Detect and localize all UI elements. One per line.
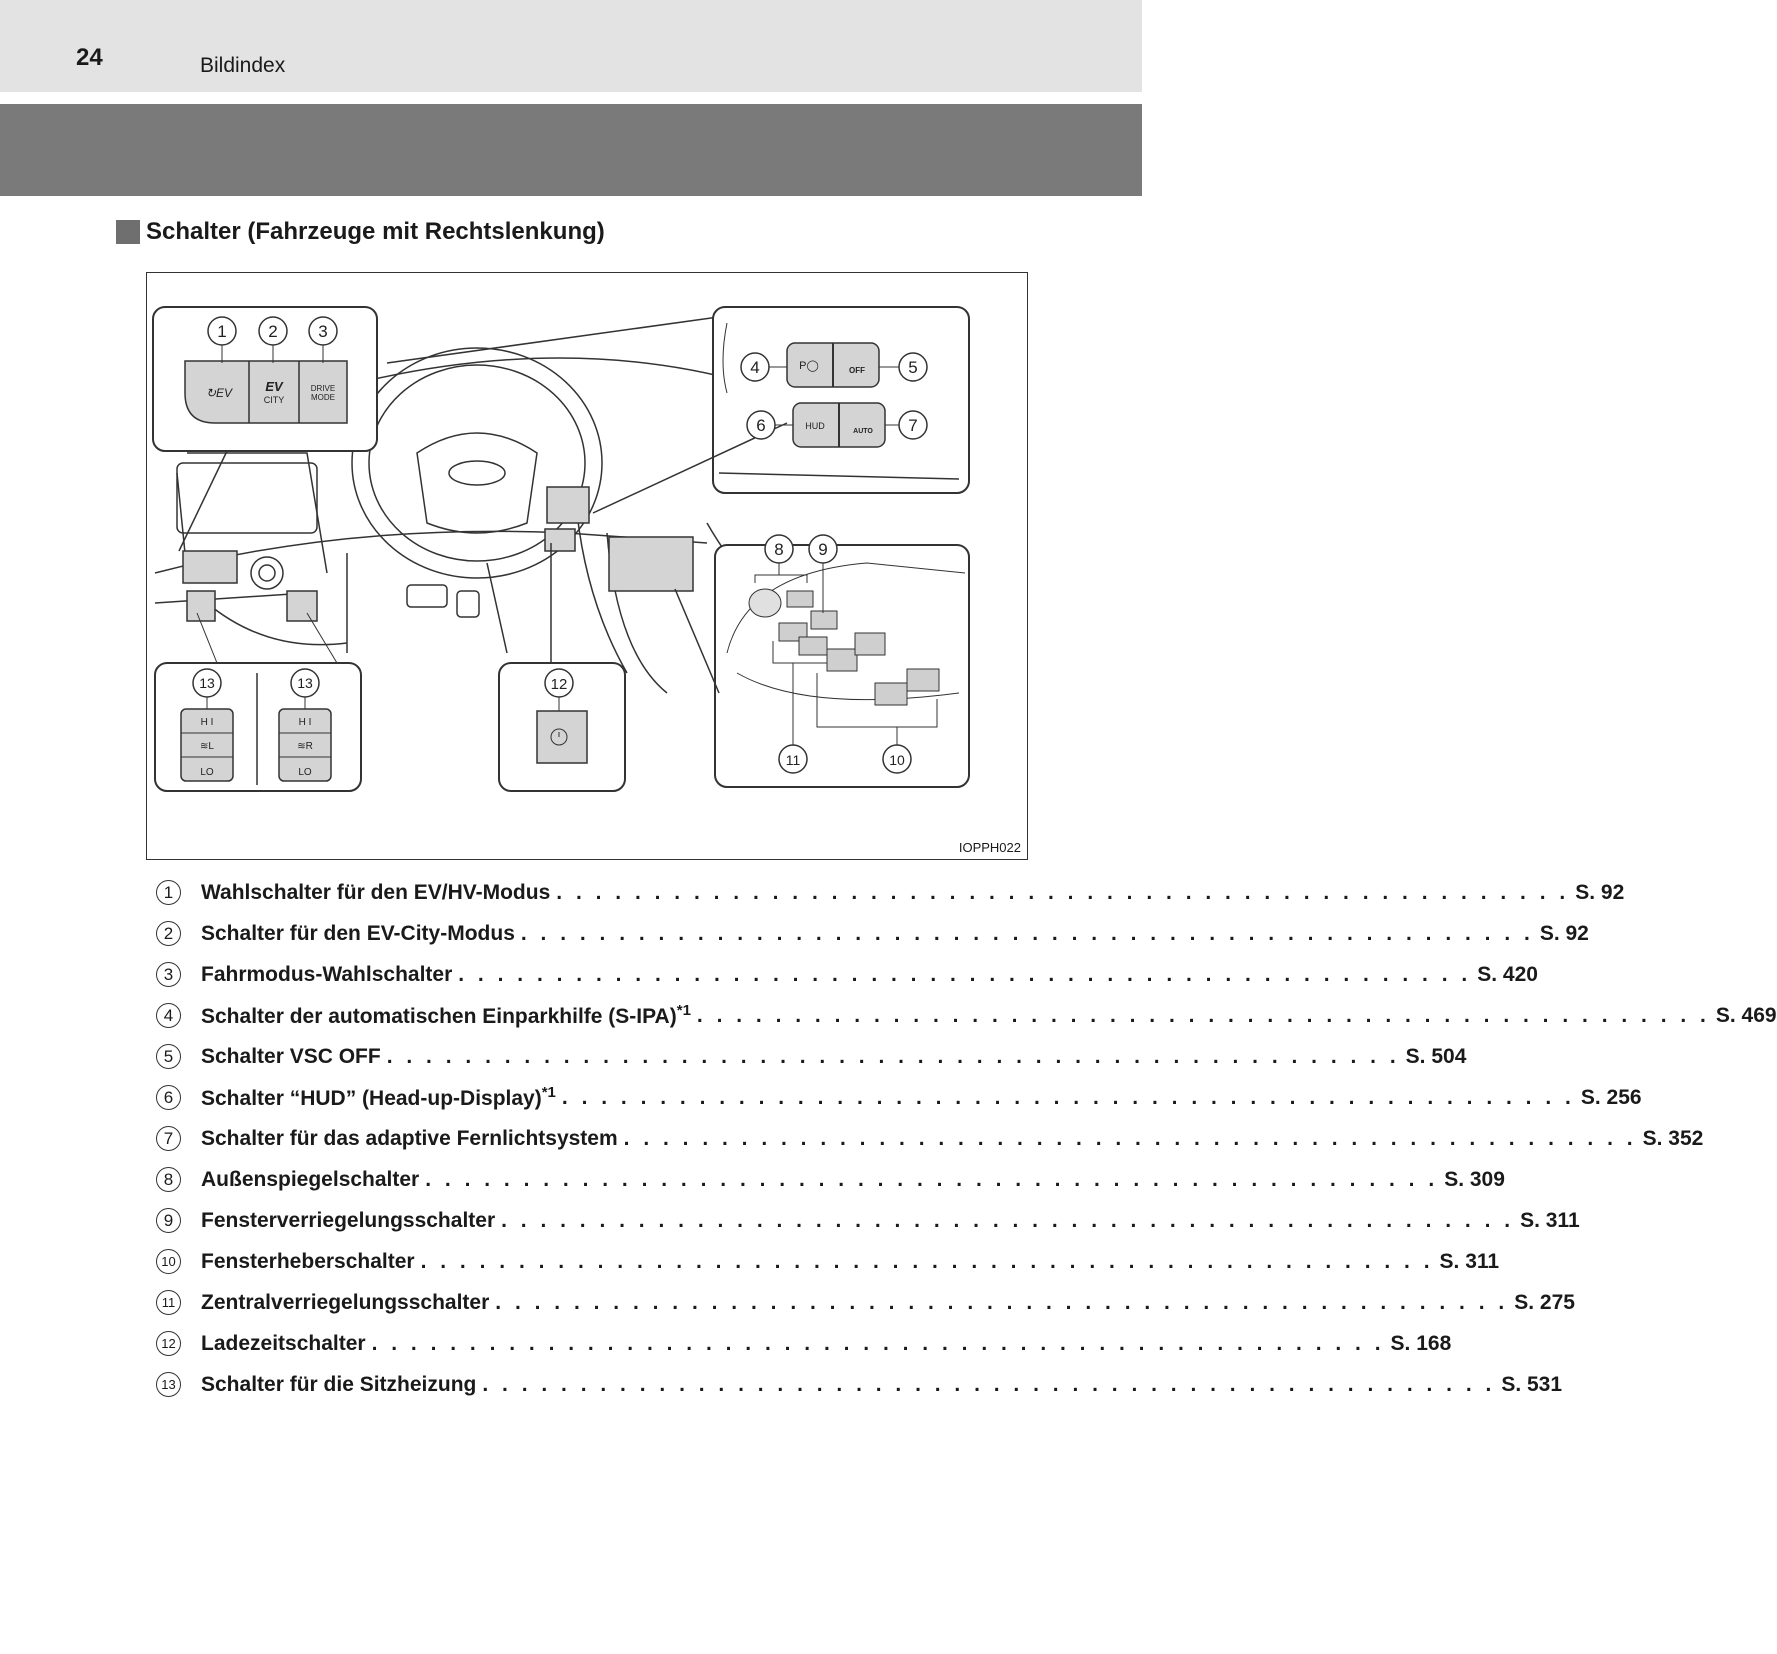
callout-11: 11 — [785, 752, 801, 768]
page-reference[interactable]: S. 420 — [1477, 962, 1538, 986]
index-row — [156, 1036, 1467, 1077]
callout-13-left: 13 — [199, 675, 215, 691]
auto-label: AUTO — [853, 428, 873, 435]
callout-9: 9 — [818, 540, 828, 559]
vsc-off-label: OFF — [849, 366, 865, 375]
callout-10: 10 — [889, 752, 905, 768]
callout-4: 4 — [750, 358, 760, 377]
leader-dots: . . . . . . . . . . . . . . . . . . . . . . . . . . . . . . . . . . . . . . . . . . . . . . . . . . . . — [420, 1249, 1434, 1273]
index-row — [156, 1159, 1505, 1200]
index-number: 11 — [156, 1290, 181, 1315]
index-number: 3 — [156, 962, 181, 987]
seat-heater-right-icon: ≋R — [297, 741, 313, 752]
index-number: 6 — [156, 1085, 181, 1110]
section-heading — [116, 218, 605, 246]
inset-charging-timer — [499, 543, 625, 791]
seat-hi-right: H I — [298, 717, 312, 728]
index-number: 1 — [156, 880, 181, 905]
callout-2: 2 — [268, 322, 278, 341]
section-title: Schalter (Fahrzeuge mit Rechtslenkung) — [146, 218, 605, 245]
callout-3: 3 — [318, 322, 328, 341]
index-label: Zentralverriegelungsschalter — [201, 1290, 490, 1314]
figure-code: IOPPH022 — [958, 840, 1021, 855]
index-row — [156, 872, 1625, 913]
index-label: Außenspiegelschalter — [201, 1167, 420, 1191]
callout-12: 12 — [550, 676, 568, 693]
index-label: Schalter für die Sitzheizung — [201, 1372, 477, 1396]
index-number: 8 — [156, 1167, 181, 1192]
footnote-marker: *1 — [541, 1084, 556, 1101]
seat-lo-left: LO — [200, 767, 214, 778]
leader-dots: . . . . . . . . . . . . . . . . . . . . . . . . . . . . . . . . . . . . . . . . . . . . . . . . . . . . — [501, 1208, 1515, 1232]
ev-city-top-label: EV — [265, 379, 283, 394]
inset-door-switches — [675, 545, 969, 787]
ev-hv-icon: ↻EV — [205, 386, 233, 400]
switch-index-list — [156, 872, 1777, 1405]
leader-dots: . . . . . . . . . . . . . . . . . . . . . . . . . . . . . . . . . . . . . . . . . . . . . . . . . . . . — [696, 1003, 1710, 1027]
leader-dots: . . . . . . . . . . . . . . . . . . . . . . . . . . . . . . . . . . . . . . . . . . . . . . . . . . . . — [425, 1167, 1439, 1191]
page-reference[interactable]: S. 469 — [1715, 1003, 1777, 1027]
callout-5: 5 — [908, 358, 918, 377]
footnote-marker: *1 — [676, 1002, 691, 1019]
index-number: 4 — [156, 1003, 181, 1028]
index-label: Fahrmodus-Wahlschalter — [201, 962, 453, 986]
page-reference[interactable]: S. 92 — [1539, 921, 1589, 945]
parking-assist-icon: P◯ — [799, 360, 819, 372]
index-label: Fensterverriegelungsschalter — [201, 1208, 496, 1232]
index-label: Fensterheberschalter — [201, 1249, 415, 1273]
index-label: Schalter für den EV-City-Modus — [201, 921, 515, 945]
page-reference[interactable]: S. 311 — [1520, 1208, 1580, 1232]
heading-square-icon — [116, 220, 140, 244]
seat-lo-right: LO — [298, 767, 312, 778]
inset-seat-heaters — [155, 613, 361, 791]
leader-dots: . . . . . . . . . . . . . . . . . . . . . . . . . . . . . . . . . . . . . . . . . . . . . . . . . . . . — [371, 1331, 1385, 1355]
index-label: Wahlschalter für den EV/HV-Modus — [201, 880, 551, 904]
page-reference[interactable]: S. 92 — [1575, 880, 1625, 904]
page-reference[interactable]: S. 256 — [1580, 1085, 1642, 1109]
hud-label: HUD — [805, 421, 825, 431]
drive-mode-label-1: DRIVE — [310, 384, 336, 393]
callout-13-right: 13 — [297, 675, 313, 691]
index-row — [156, 1364, 1563, 1405]
index-row — [156, 1323, 1452, 1364]
page-reference[interactable]: S. 504 — [1405, 1044, 1467, 1068]
index-number: 7 — [156, 1126, 181, 1151]
seat-heater-left-icon: ≋L — [200, 741, 214, 752]
header-band — [0, 0, 1142, 92]
index-label: Ladezeitschalter — [201, 1331, 366, 1355]
index-row — [156, 1118, 1704, 1159]
index-row — [156, 954, 1538, 995]
page-reference[interactable]: S. 311 — [1439, 1249, 1500, 1273]
leader-dots: . . . . . . . . . . . . . . . . . . . . . . . . . . . . . . . . . . . . . . . . . . . . . . . . . . . . — [495, 1290, 1509, 1314]
index-row — [156, 913, 1589, 954]
page-reference[interactable]: S. 168 — [1390, 1331, 1452, 1355]
leader-dots: . . . . . . . . . . . . . . . . . . . . . . . . . . . . . . . . . . . . . . . . . . . . . . . . . . . . — [458, 962, 1472, 986]
callout-8: 8 — [774, 540, 784, 559]
index-row — [156, 1200, 1580, 1241]
seat-hi-left: H I — [200, 717, 214, 728]
leader-dots: . . . . . . . . . . . . . . . . . . . . . . . . . . . . . . . . . . . . . . . . . . . . . . . . . . . . — [386, 1044, 1400, 1068]
index-row — [156, 995, 1777, 1036]
ev-city-bottom-label: CITY — [263, 395, 285, 405]
index-row — [156, 1282, 1575, 1323]
switch-illustration — [146, 272, 1028, 860]
leader-dots: . . . . . . . . . . . . . . . . . . . . . . . . . . . . . . . . . . . . . . . . . . . . . . . . . . . . — [561, 1085, 1575, 1109]
section-bar — [0, 104, 1142, 196]
leader-dots: . . . . . . . . . . . . . . . . . . . . . . . . . . . . . . . . . . . . . . . . . . . . . . . . . . . . — [556, 880, 1570, 904]
page-reference[interactable]: S. 531 — [1501, 1372, 1563, 1396]
inset-ipa-hud — [593, 307, 969, 513]
page-reference[interactable]: S. 309 — [1444, 1167, 1505, 1191]
index-label: Schalter “HUD” (Head-up-Display)$^{*1}$ — [201, 1084, 556, 1110]
leader-dots: . . . . . . . . . . . . . . . . . . . . . . . . . . . . . . . . . . . . . . . . . . . . . . . . . . . . — [482, 1372, 1496, 1396]
index-label: Schalter für das adaptive Fernlichtsystem — [201, 1126, 618, 1150]
dashboard-drawing — [147, 273, 1027, 859]
index-number: 2 — [156, 921, 181, 946]
chapter-title: Bildindex — [200, 54, 286, 77]
index-row — [156, 1077, 1642, 1118]
callout-1: 1 — [217, 322, 227, 341]
index-number: 12 — [156, 1331, 181, 1356]
page-reference[interactable]: S. 275 — [1514, 1290, 1575, 1314]
index-label: Schalter VSC OFF — [201, 1044, 381, 1068]
index-number: 10 — [156, 1249, 181, 1274]
leader-dots: . . . . . . . . . . . . . . . . . . . . . . . . . . . . . . . . . . . . . . . . . . . . . . . . . . . . — [623, 1126, 1637, 1150]
page-number: 24 — [76, 44, 103, 71]
index-number: 13 — [156, 1372, 181, 1397]
leader-dots: . . . . . . . . . . . . . . . . . . . . . . . . . . . . . . . . . . . . . . . . . . . . . . . . . . . . — [520, 921, 1534, 945]
page-reference[interactable]: S. 352 — [1642, 1126, 1704, 1150]
callout-6: 6 — [756, 416, 766, 435]
inset-ev-drive-mode — [153, 307, 377, 551]
index-number: 5 — [156, 1044, 181, 1069]
index-label: Schalter der automatischen Einparkhilfe $(S-IPA)^{*1}$ — [201, 1002, 691, 1028]
callout-7: 7 — [908, 416, 918, 435]
drive-mode-label-2: MODE — [311, 393, 335, 402]
index-number: 9 — [156, 1208, 181, 1233]
index-row — [156, 1241, 1500, 1282]
